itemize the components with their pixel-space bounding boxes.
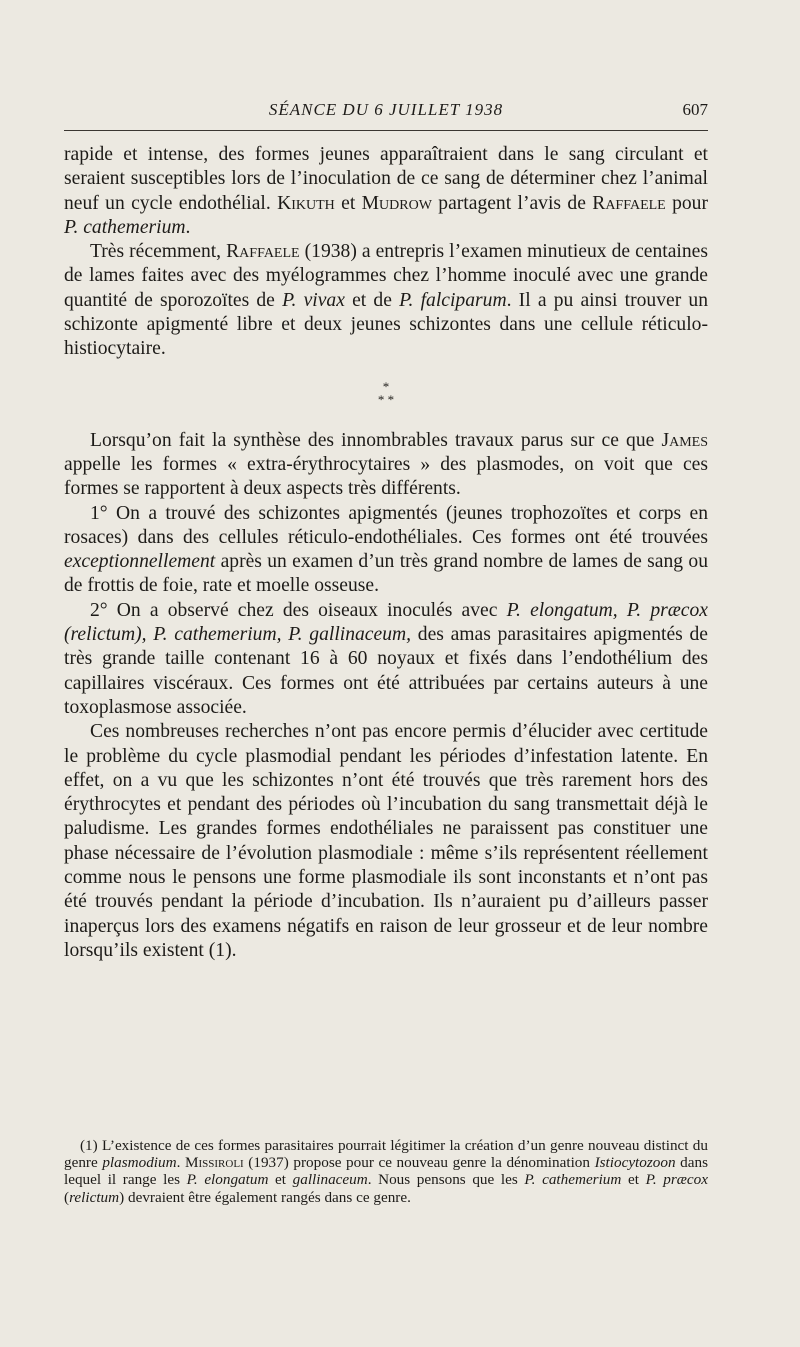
species-list: P. elongatum, P. præcox (relictum), P. cathemerium, P. gallinaceum,: [64, 599, 708, 646]
emphasis: plasmodium: [102, 1154, 177, 1172]
author-name: James: [661, 429, 708, 451]
footnotes: [64, 1137, 708, 1206]
paragraph-5: 2° On a observé chez des oiseaux inoculés avec P. elongatum, P. præcox (relictum), P. cathemerium, P. gallinaceum, des amas parasitaires apigmentés de très grande taille contenant 16 à 60 noyaux et fixés dans l’endothélium des capillaires viscéraux. Ces formes ont été attribuées par certains auteurs à une toxoplasmose associée.: [64, 599, 708, 718]
author-name: Raffaele: [592, 192, 666, 214]
author-name: Missiroli: [184, 1154, 244, 1172]
asterism-bottom: * *: [377, 391, 395, 407]
paragraph-4: 1° On a trouvé des schizontes apigmentés (jeunes trophozoïtes et corps en rosaces) dans des cellules réticulo-endothéliales. Ces formes ont été trouvées exceptionnellement après un examen d’un très grand nombre de lames de sang ou de frottis de foie, rate et moelle osseuse.: [64, 502, 708, 597]
paragraph-3: Lorsqu’on fait la synthèse des innombrables travaux parus sur ce que James appelle les formes « extra-érythrocytaires » des plasmodes, on voit que ces formes se rapportent à deux aspects très différents.: [64, 429, 708, 500]
author-name: Mudrow: [361, 192, 432, 214]
section-separator: [64, 380, 708, 406]
species-name: P. elongatum: [186, 1171, 269, 1189]
page-number: 607: [682, 100, 708, 119]
species-name: P. cathemerium: [64, 216, 186, 238]
footnote-1: (1) L’existence de ces formes parasitaires pourrait légitimer la création d’un genre nouveau distinct du genre plasmodium. Missiroli (1937) propose pour ce nouveau genre la dénomination Istiocytozoon dans lequel il range les P. elongatum et gallinaceum. Nous pensons que les P. cathemerium et P. præcox (relictum) devraient être également rangés dans ce genre.: [64, 1137, 709, 1206]
species-name: gallinaceum: [292, 1171, 368, 1189]
emphasis: Istiocytozoon: [594, 1154, 676, 1172]
species-name: P. vivax: [282, 289, 345, 311]
author-name: Raffaele: [226, 241, 300, 263]
species-name: P. cathemerium: [524, 1171, 622, 1189]
paragraph-2: Très récemment, Raffaele (1938) a entrepris l’examen minutieux de centaines de lames faites avec des myélogrammes chez l’homme inoculé avec une grande quantité de sporozoïtes de P. vivax et de P. falciparum. Il a pu ainsi trouver un schizonte apigmenté libre et deux jeunes schizontes dans une cellule réticulo-histiocytaire.: [64, 241, 709, 360]
body-text: [64, 143, 708, 963]
asterism-top: *: [382, 378, 390, 394]
emphasis: exceptionnellement: [64, 551, 216, 573]
running-title: SÉANCE DU 6 JUILLET 1938: [268, 100, 504, 119]
species-name: P. falciparum: [399, 289, 507, 311]
species-name: P. præcox: [645, 1171, 708, 1189]
paragraph-1: rapide et intense, des formes jeunes apparaîtraient dans le sang circulant et seraient susceptibles lors de l’inoculation de ce sang de déterminer chez l’animal neuf un cycle endothélial. Kikuth et Mudrow partagent l’avis de Raffaele pour P. cathemerium.: [64, 144, 708, 238]
species-name: relictum: [69, 1188, 120, 1206]
paragraph-6: Ces nombreuses recherches n’ont pas encore permis d’élucider avec certitude le problème du cycle plasmodial pendant les périodes d’infestation latente. En effet, on a vu que les schizontes n’ont été trouvés que très rarement hors des érythrocytes et pendant des périodes où l’incubation du sang transmettait déjà le paludisme. Les grandes formes endothéliales ne paraissent pas constituer une phase nécessaire de l’évolution plasmodiale : même s’ils représentent réellement comme nous le pensons une forme plasmodiale ils sont inconstants et n’ont pas été trouvés pendant la période d’incubation. Ils n’auraient pu d’ailleurs passer inaperçus lors des examens négatifs en raison de leur grosseur et de leur nombre lorsqu’ils existent (1).: [64, 721, 708, 961]
header-rule: [64, 130, 708, 131]
running-header: [64, 100, 708, 126]
author-name: Kikuth: [277, 192, 335, 214]
